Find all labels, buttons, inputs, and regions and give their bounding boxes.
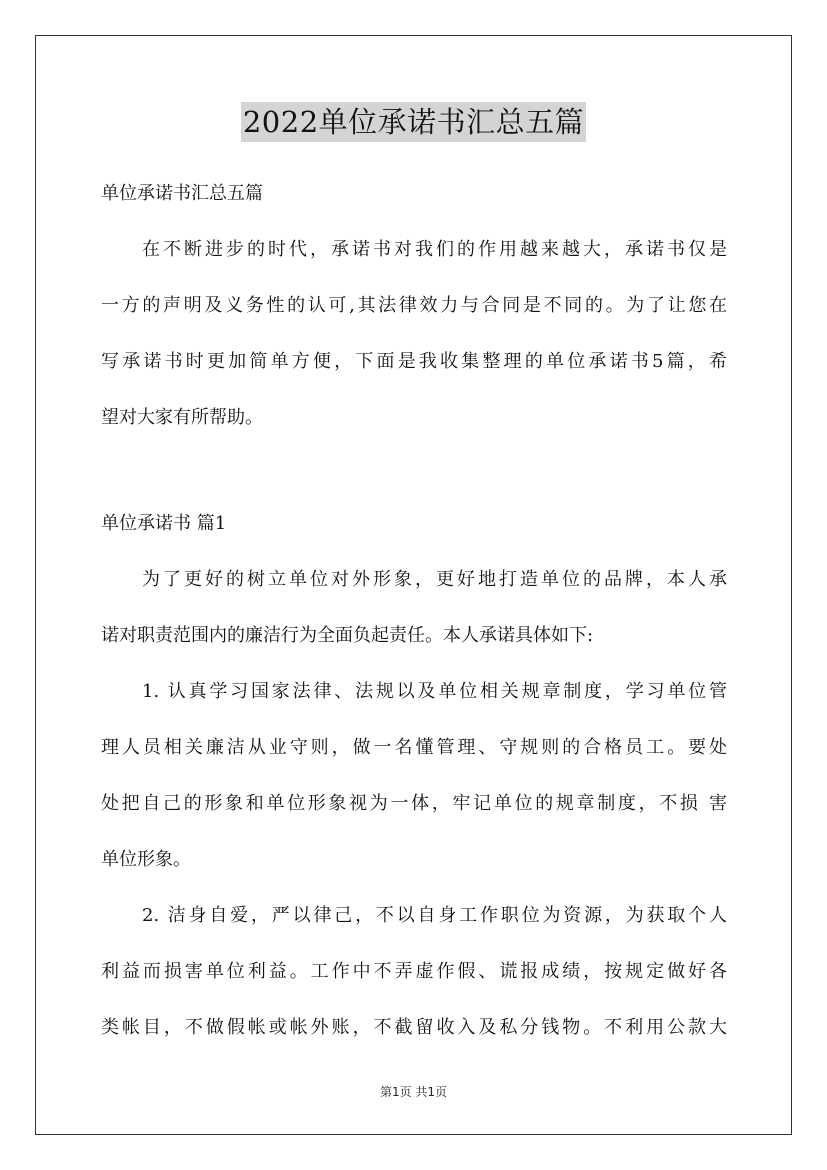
item-2-line: 利益而损害单位利益。工作中不弄虚作假、谎报成绩，按规定做好各 (101, 961, 727, 982)
document-title: 2022单位承诺书汇总五篇 (241, 102, 586, 142)
intro-line: 在不断进步的时代，承诺书对我们的作用越来越大，承诺书仅是 (142, 239, 727, 260)
intro-line: 望对大家有所帮助。 (101, 407, 263, 428)
document-subtitle: 单位承诺书汇总五篇 (101, 183, 263, 204)
page-number: 第1页 共1页 (379, 1085, 448, 1099)
item-1-line: 单位形象。 (101, 849, 191, 870)
item-1-line: 1. 认真学习国家法律、法规以及单位相关规章制度，学习单位管 (142, 681, 727, 702)
item-2-line: 2. 洁身自爱，严以律己，不以自身工作职位为资源，为获取个人 (142, 905, 727, 926)
item-1-line: 理人员相关廉洁从业守则，做一名懂管理、守规则的合格员工。要处 (101, 737, 727, 758)
paragraph-gap (101, 446, 727, 496)
title-container (0, 102, 827, 142)
section-intro-line: 诺对职责范围内的廉洁行为全面负起责任。本人承诺具体如下: (101, 625, 594, 646)
section-heading: 单位承诺书 篇1 (101, 513, 227, 534)
item-1-line: 处把自己的形象和单位形象视为一体，牢记单位的规章制度，不损 害 (101, 793, 727, 814)
document-body (101, 166, 727, 1056)
item-2-line: 类帐目，不做假帐或帐外账，不截留收入及私分钱物。不利用公款大 (101, 1017, 727, 1038)
intro-line: 一方的声明及义务性的认可,其法律效力与合同是不同的。为了让您在 (101, 295, 727, 316)
page-footer (0, 1083, 827, 1100)
intro-line: 写承诺书时更加简单方便，下面是我收集整理的单位承诺书5篇，希 (101, 351, 727, 372)
section-intro-line: 为了更好的树立单位对外形象，更好地打造单位的品牌，本人承 (142, 569, 727, 590)
